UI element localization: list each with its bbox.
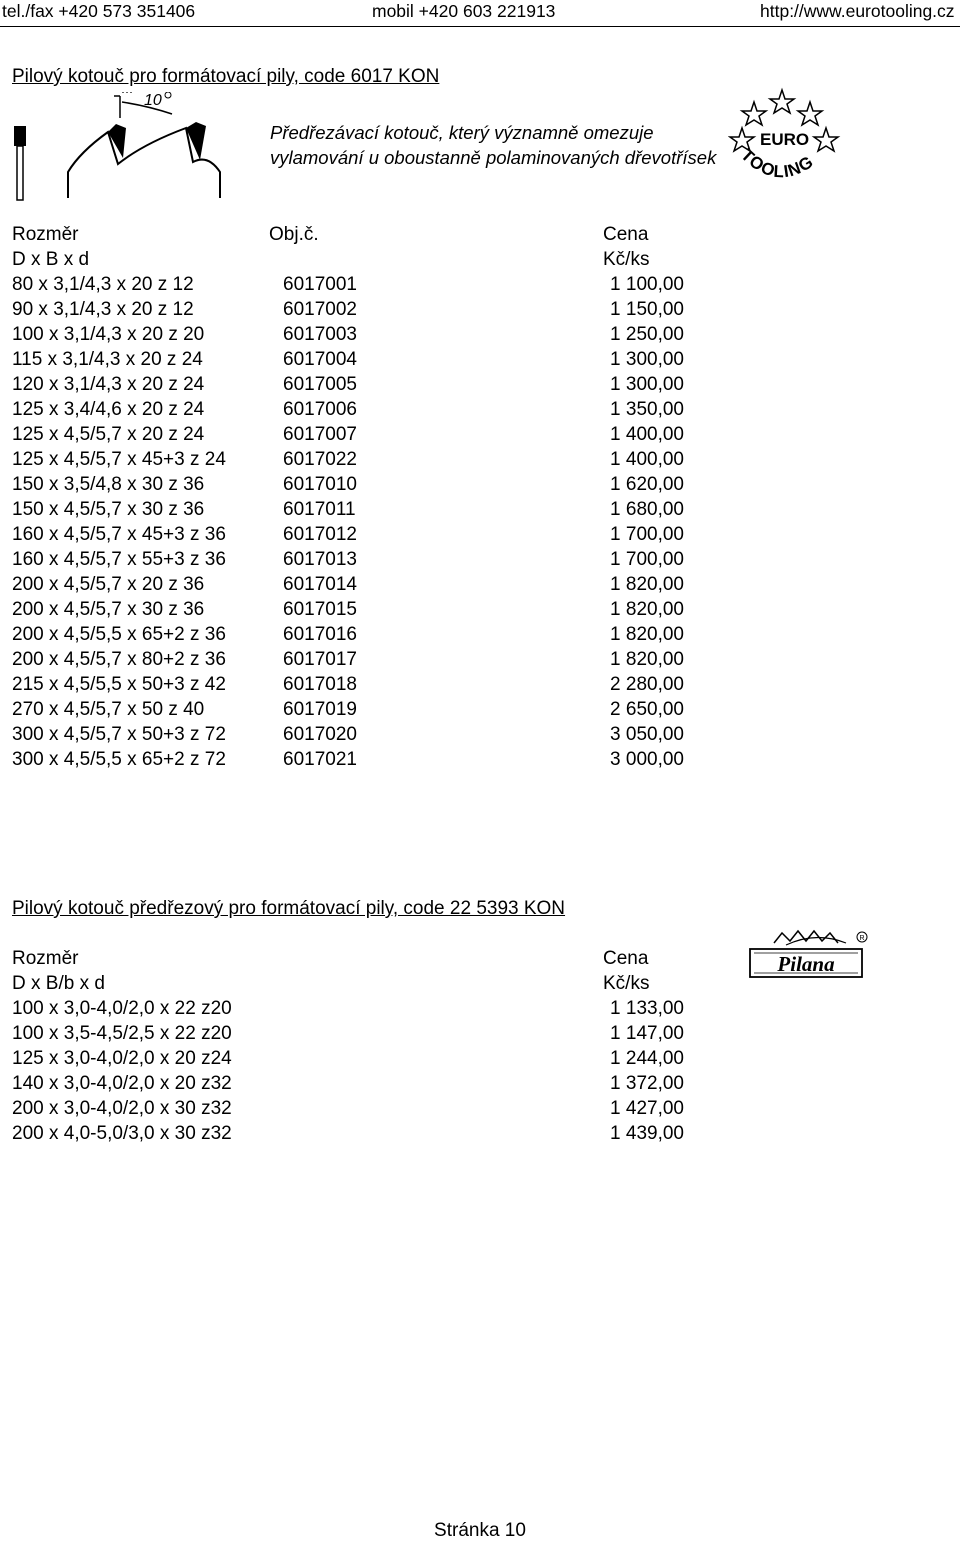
table-row <box>0 574 960 598</box>
table-row <box>0 324 960 348</box>
order-code-cell: 6017018 <box>283 674 357 695</box>
order-code-cell: 6017022 <box>283 449 357 470</box>
table-row <box>0 299 960 323</box>
dimension-cell: 100 x 3,5-4,5/2,5 x 22 z20 <box>12 1023 232 1044</box>
phone-fax: tel./fax +420 573 351406 <box>2 1 196 21</box>
table1-subheader <box>0 249 960 273</box>
angle-label: 10 <box>144 92 162 109</box>
pilana-logo <box>746 929 870 985</box>
logo-tooling-text: TOOLING <box>737 145 818 182</box>
dimension-cell: 80 x 3,1/4,3 x 20 z 12 <box>12 274 194 295</box>
table-row <box>0 599 960 623</box>
table-row <box>0 1098 960 1122</box>
price-cell: 1 820,00 <box>610 649 684 670</box>
table-row <box>0 998 960 1022</box>
order-code-cell: 6017004 <box>283 349 357 370</box>
dimension-cell: 140 x 3,0-4,0/2,0 x 20 z32 <box>12 1073 232 1094</box>
price-cell: 3 000,00 <box>610 749 684 770</box>
price-cell: 1 700,00 <box>610 524 684 545</box>
dimension-cell: 160 x 4,5/5,7 x 45+3 z 36 <box>12 524 226 545</box>
dimension-cell: 200 x 4,5/5,7 x 30 z 36 <box>12 599 205 620</box>
dimension-cell: 200 x 4,5/5,7 x 80+2 z 36 <box>12 649 226 670</box>
dimension-cell: 200 x 3,0-4,0/2,0 x 30 z32 <box>12 1098 232 1119</box>
price-cell: 1 133,00 <box>610 998 684 1019</box>
header-divider <box>0 26 960 27</box>
page-number: Stránka 10 <box>434 1520 526 1541</box>
dimension-cell: 200 x 4,5/5,5 x 65+2 z 36 <box>12 624 226 645</box>
col-price-header: Cena <box>603 948 649 969</box>
dimension-cell: 115 x 3,1/4,3 x 20 z 24 <box>12 349 203 370</box>
table-row <box>0 349 960 373</box>
price-cell: 1 244,00 <box>610 1048 684 1069</box>
table-row <box>0 524 960 548</box>
dimension-cell: 125 x 3,4/4,6 x 20 z 24 <box>12 399 205 420</box>
price-cell: 1 439,00 <box>610 1123 684 1144</box>
order-code-cell: 6017020 <box>283 724 357 745</box>
price-cell: 1 820,00 <box>610 599 684 620</box>
order-code-cell: 6017012 <box>283 524 357 545</box>
logo-euro-text: EURO <box>760 130 810 149</box>
mobile-phone: mobil +420 603 221913 <box>372 1 556 21</box>
table-row <box>0 1123 960 1147</box>
price-cell: 1 250,00 <box>610 324 684 345</box>
col-price-subheader: Kč/ks <box>603 249 650 270</box>
dimension-cell: 100 x 3,0-4,0/2,0 x 22 z20 <box>12 998 232 1019</box>
order-code-cell: 6017016 <box>283 624 357 645</box>
dimension-cell: 200 x 4,0-5,0/3,0 x 30 z32 <box>12 1123 232 1144</box>
table-row <box>0 724 960 748</box>
description-line1: Předřezávací kotouč, který významně omezuje <box>270 122 654 143</box>
order-code-cell: 6017013 <box>283 549 357 570</box>
table-row <box>0 1023 960 1047</box>
table-row <box>0 624 960 648</box>
dimension-cell: 125 x 4,5/5,7 x 45+3 z 24 <box>12 449 226 470</box>
dimension-cell: 90 x 3,1/4,3 x 20 z 12 <box>12 299 194 320</box>
table-row <box>0 749 960 773</box>
order-code-cell: 6017017 <box>283 649 357 670</box>
price-cell: 3 050,00 <box>610 724 684 745</box>
price-cell: 1 372,00 <box>610 1073 684 1094</box>
pilana-logo-text: Pilana <box>777 952 835 976</box>
dimension-cell: 270 x 4,5/5,7 x 50 z 40 <box>12 699 205 720</box>
order-code-cell: 6017011 <box>283 499 356 520</box>
svg-text:TOOLING <box>737 145 817 181</box>
page-header <box>0 0 960 26</box>
table-row <box>0 674 960 698</box>
order-code-cell: 6017005 <box>283 374 357 395</box>
dimension-cell: 215 x 4,5/5,5 x 50+3 z 42 <box>12 674 226 695</box>
dimension-cell: 300 x 4,5/5,5 x 65+2 z 72 <box>12 749 226 770</box>
table-row <box>0 549 960 573</box>
order-code-cell: 6017007 <box>283 424 357 445</box>
price-cell: 1 700,00 <box>610 549 684 570</box>
table1-header <box>0 224 960 248</box>
registered-mark: R <box>859 935 865 942</box>
order-code-cell: 6017010 <box>283 474 357 495</box>
price-cell: 1 300,00 <box>610 374 684 395</box>
price-cell: 1 100,00 <box>610 274 684 295</box>
table-row <box>0 649 960 673</box>
table-row <box>0 1048 960 1072</box>
order-code-cell: 6017015 <box>283 599 357 620</box>
dimension-cell: 150 x 3,5/4,8 x 30 z 36 <box>12 474 205 495</box>
col-dimension-header: Rozměr <box>12 948 79 969</box>
price-cell: 1 680,00 <box>610 499 684 520</box>
price-cell: 1 820,00 <box>610 624 684 645</box>
dimension-cell: 150 x 4,5/5,7 x 30 z 36 <box>12 499 205 520</box>
saw-blade-illustration <box>8 92 233 202</box>
col-price-header: Cena <box>603 224 649 245</box>
section2-title: Pilový kotouč předřezový pro formátovací pily, code 22 5393 KON <box>12 898 566 919</box>
price-cell: 2 650,00 <box>610 699 684 720</box>
dimension-cell: 125 x 4,5/5,7 x 20 z 24 <box>12 424 205 445</box>
table-row <box>0 449 960 473</box>
price-cell: 2 280,00 <box>610 674 684 695</box>
price-cell: 1 400,00 <box>610 424 684 445</box>
price-cell: 1 820,00 <box>610 574 684 595</box>
table-row <box>0 1073 960 1097</box>
order-code-cell: 6017006 <box>283 399 357 420</box>
table-row <box>0 424 960 448</box>
price-cell: 1 620,00 <box>610 474 684 495</box>
dimension-cell: 120 x 3,1/4,3 x 20 z 24 <box>12 374 205 395</box>
col-dimension-subheader: D x B x d <box>12 249 90 270</box>
order-code-cell: 6017019 <box>283 699 357 720</box>
table-row <box>0 399 960 423</box>
description-line2: vylamování u oboustanně polaminovaných dřevotřísek <box>270 147 717 168</box>
dimension-cell: 200 x 4,5/5,7 x 20 z 36 <box>12 574 205 595</box>
price-cell: 1 427,00 <box>610 1098 684 1119</box>
website-url: http://www.eurotooling.cz <box>760 1 955 21</box>
price-cell: 1 147,00 <box>610 1023 684 1044</box>
col-price-subheader: Kč/ks <box>603 973 650 994</box>
price-cell: 1 350,00 <box>610 399 684 420</box>
order-code-cell: 6017021 <box>283 749 357 770</box>
table-row <box>0 274 960 298</box>
price-cell: 1 150,00 <box>610 299 684 320</box>
price-cell: 1 300,00 <box>610 349 684 370</box>
dimension-cell: 300 x 4,5/5,7 x 50+3 z 72 <box>12 724 226 745</box>
order-code-cell: 6017014 <box>283 574 357 595</box>
table-row <box>0 474 960 498</box>
order-code-cell: 6017003 <box>283 324 357 345</box>
section1-title: Pilový kotouč pro formátovací pily, code 6017 KON <box>12 66 440 87</box>
order-code-cell: 6017001 <box>283 274 357 295</box>
table-row <box>0 499 960 523</box>
order-code-cell: 6017002 <box>283 299 357 320</box>
col-dimension-header: Rozměr <box>12 224 79 245</box>
eurotooling-logo <box>728 82 846 190</box>
table-row <box>0 699 960 723</box>
dimension-cell: 160 x 4,5/5,7 x 55+3 z 36 <box>12 549 226 570</box>
col-dimension-subheader: D x B/b x d <box>12 973 105 994</box>
dimension-cell: 125 x 3,0-4,0/2,0 x 20 z24 <box>12 1048 232 1069</box>
price-cell: 1 400,00 <box>610 449 684 470</box>
col-code-header: Obj.č. <box>269 224 319 245</box>
dimension-cell: 100 x 3,1/4,3 x 20 z 20 <box>12 324 205 345</box>
table-row <box>0 374 960 398</box>
